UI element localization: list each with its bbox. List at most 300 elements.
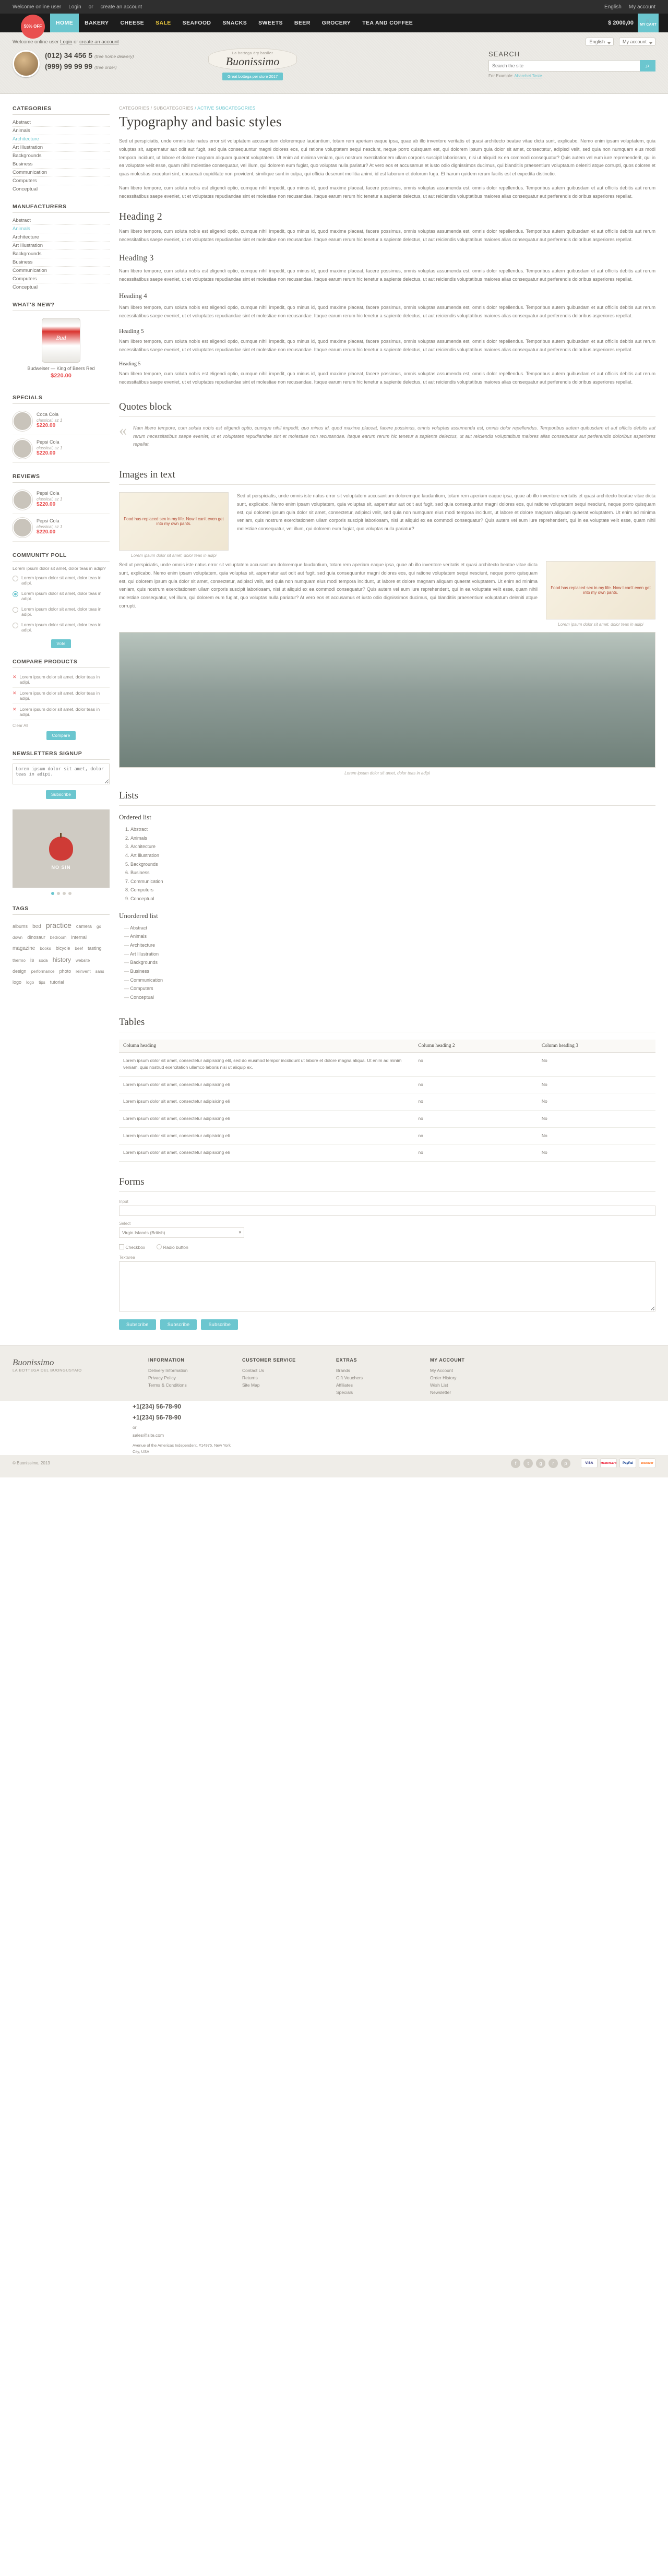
- tag-link[interactable]: down: [13, 935, 23, 940]
- footer-link[interactable]: Wish List: [430, 1382, 448, 1388]
- list-item[interactable]: [13, 144, 110, 152]
- product-name: Pepsi Cola: [37, 491, 59, 496]
- radio-option[interactable]: [157, 1244, 188, 1250]
- footer-link[interactable]: Brands: [336, 1367, 350, 1373]
- whats-new-block: [13, 302, 110, 384]
- list-item[interactable]: [13, 672, 110, 688]
- checkbox-icon[interactable]: [119, 1244, 124, 1249]
- remove-icon[interactable]: ✕: [13, 690, 17, 696]
- footer-link[interactable]: Specials: [336, 1389, 353, 1395]
- quote-text: Nam libero tempore, cum soluta nobis est eligendi optio, cumque nihil impedit, quo minus id, quod maxime placeat, facere possimus, omnis voluptas assumenda est, omnis dolor repellendus. Temporibus autem quibusdam et aut officiis debitis aut rerum necessitatibus saepe eveniet, ut et voluptates repudiandae sint et molestiae non recusandae. Itaque earum rerum hic tenetur a sapiente delectus, ut aut reiciendis voluptatibus maiores alias consequatur aut perferendis doloribus asperiores repellat.: [133, 425, 655, 447]
- list-item[interactable]: [13, 258, 110, 267]
- heading-body: Nam libero tempore, cum soluta nobis est eligendi optio, cumque nihil impedit, quo minus id, quod maxime placeat, facere possimus, omnis voluptas assumenda est, omnis dolor repellendus. Temporibus autem quibusdam et aut officiis debitis aut rerum necessitatibus saepe eveniet, ut et voluptates repudiandae sint et molestiae non recusandae. Itaque earum rerum hic tenetur a sapiente delectus, ut aut reiciendis voluptatibus maiores alias consequatur aut perferendis doloribus asperiores repellat.: [119, 305, 655, 318]
- breadcrumb-item[interactable]: CATEGORIES: [119, 105, 150, 111]
- radio-icon[interactable]: [13, 591, 18, 597]
- search-title: SEARCH: [488, 50, 520, 58]
- tag-link[interactable]: dinosaur: [27, 935, 45, 940]
- figure-caption: Lorem ipsum dolor sit amet, dolor teas in adipi: [558, 622, 643, 627]
- categories-list: [13, 118, 110, 193]
- poll-option-label: Lorem ipsum dolor sit amet, dolor teas in adipi.: [21, 622, 102, 633]
- table-row: [119, 1144, 655, 1162]
- list-item: 4. Art Illustration: [130, 851, 655, 860]
- table-cell: no: [414, 1052, 537, 1076]
- table-cell: no: [414, 1127, 537, 1144]
- table-row: [119, 1127, 655, 1144]
- page-title: Typography and basic styles: [119, 114, 282, 129]
- reviews-block: [13, 473, 110, 542]
- footer-logo: [13, 1357, 133, 1396]
- or-text: or: [88, 4, 93, 10]
- header-contact: [13, 50, 185, 77]
- search-button[interactable]: [640, 60, 655, 71]
- tag-link[interactable]: reinvent: [76, 969, 91, 974]
- input-label: Input: [119, 1199, 128, 1204]
- table-row: [119, 1093, 655, 1111]
- nav-item-grocery[interactable]: [316, 14, 357, 32]
- list-item: 1. Abstract: [130, 825, 655, 834]
- poll-option[interactable]: [13, 573, 110, 588]
- nav-label: SNACKS: [222, 20, 247, 26]
- list-item: — Abstract: [124, 924, 655, 933]
- compare-button[interactable]: Compare: [46, 731, 75, 740]
- image-paragraph: Sed ut perspiciatis, unde omnis iste natus error sit voluptatem accusantium doloremque laudantium, totam rem aperiam eaque ipsa, quae ab illo inventore veritatis et quasi architecto beatae vitae dicta sunt, explicabo. Nemo enim ipsam voluptatem, quia voluptas sit, aspernatur aut odit aut fugit, sed quia consequuntur magni dolores eos, qui ratione voluptatem sequi nesciunt, neque porro quisquam est, qui dolorem ipsum quia dolor sit amet, consectetur, adipisci velit, sed quia non numquam eius modi tempora incidunt, ut labore et dolore magnam aliquam quaerat voluptatem. Ut enim ad minima veniam, quis nostrum exercitationem ullam corporis suscipit laboriosam, nisi ut aliquid ex ea commodi consequatur? Quis autem vel eum iure reprehenderit, qui in ea voluptate velit esse, quam nihil molestiae consequatur, vel illum, qui dolorem eum fugiat, quo voluptas nulla pariatur?: [237, 493, 655, 531]
- list-item: — Art Illustration: [124, 950, 655, 959]
- list-item[interactable]: [13, 225, 110, 233]
- tag-link[interactable]: camera: [76, 923, 92, 929]
- table-cell: No: [538, 1127, 655, 1144]
- compare-clear-link[interactable]: Clear All: [13, 723, 28, 728]
- footer-link[interactable]: Returns: [242, 1375, 258, 1380]
- text-input[interactable]: [119, 1206, 655, 1216]
- heading-body: Nam libero tempore, cum soluta nobis est eligendi optio, cumque nihil impedit, quo minus id, quod maxime placeat, facere possimus, omnis voluptas assumenda est, omnis dolor repellendus. Temporibus autem quibusdam et aut officiis debitis aut rerum necessitatibus saepe eveniet, ut et voluptates repudiandae sint et molestiae non recusandae. Itaque earum rerum hic tenetur a sapiente delectus, ut aut reiciendis voluptatibus maiores alias consequatur aut perferendis doloribus asperiores repellat.: [119, 229, 655, 242]
- footer-link[interactable]: Terms & Conditions: [148, 1382, 187, 1388]
- list-item: — Conceptual: [124, 993, 655, 1002]
- table-cell: No: [538, 1093, 655, 1111]
- footer-brand-tagline: LA BOTTEGA DEL BUONGUSTAIO: [13, 1367, 82, 1373]
- breadcrumb-item[interactable]: / SUBCATEGORIES: [150, 105, 194, 111]
- footer-link[interactable]: Newsletter: [430, 1389, 451, 1395]
- table-cell: Lorem ipsum dolor sit amet, consectetur adipisicing eli: [119, 1110, 414, 1127]
- nav-item-sale[interactable]: [150, 14, 177, 32]
- tag-link[interactable]: design: [13, 968, 27, 974]
- manufacturer-link[interactable]: Art Illustration: [13, 243, 43, 248]
- search-input[interactable]: [488, 60, 640, 71]
- tag-link[interactable]: books: [40, 946, 51, 951]
- table-cell: Lorem ipsum dolor sit amet, consectetur adipisicing eli: [119, 1127, 414, 1144]
- product-name: Budweiser — King of Beers Red: [27, 366, 95, 371]
- remove-icon[interactable]: ✕: [13, 674, 17, 679]
- table-row: [119, 1052, 655, 1076]
- list-item: — Architecture: [124, 941, 655, 950]
- list-item[interactable]: [13, 267, 110, 275]
- product-price: $220.00: [51, 373, 71, 379]
- nav-item-tea-and-coffee[interactable]: [356, 14, 419, 32]
- payment-cards: [581, 1458, 655, 1468]
- table-cell: No: [538, 1076, 655, 1093]
- account-link[interactable]: My account: [628, 4, 655, 10]
- footer-email[interactable]: sales@site.com: [133, 1433, 164, 1438]
- tag-link[interactable]: history: [52, 956, 71, 963]
- product-price: $220.00: [37, 422, 56, 428]
- product-thumbnail: [13, 439, 32, 459]
- list-item[interactable]: [13, 160, 110, 169]
- logo-brand-name: Buonissimo: [225, 55, 280, 68]
- product-subtitle: classical, sz 1: [37, 524, 63, 529]
- list-item: — Animals: [124, 932, 655, 941]
- search-area: [488, 50, 655, 78]
- footer-brand: Buonissimo: [13, 1357, 54, 1367]
- logo-ribbon: [208, 48, 297, 70]
- footer-column-title: MY ACCOUNT: [430, 1357, 465, 1363]
- footer-column-extras: [336, 1357, 414, 1396]
- site-footer: [0, 1345, 668, 1401]
- ordered-list-title: Ordered list: [119, 813, 151, 821]
- header-main-row: [13, 50, 655, 80]
- rss-icon[interactable]: r: [548, 1459, 558, 1468]
- copyright: © Buonissimo, 2013: [13, 1461, 50, 1466]
- tag-link[interactable]: logo: [13, 979, 22, 985]
- phone-primary-note: (free home delivery): [94, 54, 134, 59]
- blockquote: [119, 421, 655, 455]
- search-hint-link[interactable]: Abarchet Taste: [514, 74, 542, 78]
- intro-paragraph: Sed ut perspiciatis, unde omnis iste natus error sit voluptatem accusantium doloremque laudantium, totam rem aperiam eaque ipsa, quae ab illo inventore veritatis et quasi architecto beatae vitae dicta sunt, explicabo. Nemo enim ipsam voluptatem, quia voluptas sit, aspernatur aut odit aut fugit, sed quia consequuntur magni dolores eos, qui ratione voluptatem sequi nesciunt, neque porro quisquam est, qui dolorem ipsum quia dolor sit amet, consectetur, adipisci velit, sed quia non numquam eius modi tempora incidunt, ut labore et dolore magnam aliquam quaerat voluptatem. Ut enim ad minima veniam, quis nostrum exercitationem ullam corporis suscipit laboriosam, nisi ut aliquid ex ea commodi consequatur? Quis autem vel eum iure reprehenderit, qui in ea voluptate velit esse, quam nihil molestiae consequatur, vel illum, qui dolorem eum fugiat, quo voluptas nulla pariatur? At vero eos et accusamus et iusto odio dignissimos ducimus, qui blanditiis praesentium voluptatum deleniti atque corrupti, quos dolores et quas molestias excepturi sint, obcaecati cupiditate non provident, similique sunt in culpa, qui officia deserunt mollitia animi, id est laborum et dolorum fuga. Et harum quidem rerum facilis est et expedita distinctio.: [119, 138, 655, 176]
- list-item: — Communication: [124, 976, 655, 985]
- header-utility-right: [586, 38, 655, 46]
- compare-item-label: Lorem ipsum dolor sit amet, dolor teas in adipi.: [19, 706, 100, 717]
- list-item[interactable]: [13, 217, 110, 225]
- footer-link[interactable]: My Account: [430, 1367, 453, 1373]
- language-selector[interactable]: English: [604, 4, 622, 10]
- search-hint: [488, 74, 655, 78]
- list-item[interactable]: [13, 435, 110, 463]
- poll-option[interactable]: [13, 588, 110, 604]
- support-avatar: [13, 50, 40, 77]
- list-item[interactable]: [13, 250, 110, 258]
- list-item[interactable]: [13, 283, 110, 291]
- twitter-icon[interactable]: t: [523, 1459, 533, 1468]
- table-row: [119, 1076, 655, 1093]
- apple-icon: [49, 837, 73, 861]
- categories-title: CATEGORIES: [13, 105, 110, 115]
- tag-link[interactable]: thermo: [13, 958, 26, 963]
- nav-item-cheese[interactable]: [114, 14, 150, 32]
- submit-button-1[interactable]: Subscribe: [119, 1319, 156, 1330]
- category-link[interactable]: Backgrounds: [13, 153, 42, 159]
- list-item[interactable]: [13, 233, 110, 242]
- heading-body: Nam libero tempore, cum soluta nobis est eligendi optio, cumque nihil impedit, quo minus id, quod maxime placeat, facere possimus, omnis voluptas assumenda est, omnis dolor repellendus. Temporibus autem quibusdam et aut officiis debitis aut rerum necessitatibus saepe eveniet, ut et voluptates repudiandae sint et molestiae non recusandae. Itaque earum rerum hic tenetur a sapiente delectus, ut aut reiciendis voluptatibus maiores alias consequatur aut perferendis doloribus asperiores repellat.: [119, 268, 655, 282]
- poll-question: Lorem ipsum dolor sit amet, dolor teas in adipi?: [13, 566, 106, 571]
- nav-label: SWEETS: [258, 20, 283, 26]
- carousel-dot[interactable]: [57, 892, 60, 895]
- nav-item-snacks[interactable]: [217, 14, 253, 32]
- list-item[interactable]: [13, 486, 110, 514]
- poll-vote-button[interactable]: Vote: [51, 639, 70, 648]
- manufacturer-link[interactable]: Abstract: [13, 218, 31, 223]
- country-select[interactable]: [119, 1227, 244, 1238]
- language-label: English: [589, 39, 605, 44]
- nav-item-seafood[interactable]: [177, 14, 217, 32]
- unordered-list-title: Unordered list: [119, 911, 158, 920]
- manufacturer-link[interactable]: Computers: [13, 276, 37, 282]
- footer-column-title: INFORMATION: [148, 1357, 185, 1363]
- tag-link[interactable]: performance: [31, 969, 55, 974]
- choice-row: [119, 1244, 655, 1250]
- radio-icon[interactable]: [157, 1244, 162, 1249]
- footer-link[interactable]: Order History: [430, 1375, 457, 1380]
- list-item[interactable]: [13, 185, 110, 193]
- list-item[interactable]: [13, 514, 110, 542]
- intro-paragraph: Nam libero tempore, cum soluta nobis est eligendi optio, cumque nihil impedit, quo minus id, quod maxime placeat, facere possimus, omnis voluptas assumenda est, omnis dolor repellendus. Temporibus autem quibusdam et aut officiis debitis aut rerum necessitatibus saepe eveniet, ut et voluptates repudiandae sint et molestiae non recusandae. Itaque earum rerum hic tenetur a sapiente delectus, ut aut reiciendis voluptatibus maiores alias consequatur aut perferendis doloribus asperiores repellat.: [119, 185, 655, 199]
- footer-link[interactable]: Affiliates: [336, 1382, 353, 1388]
- manufacturers-block: [13, 204, 110, 291]
- tag-link[interactable]: bed: [32, 923, 41, 929]
- google-icon[interactable]: g: [536, 1459, 545, 1468]
- list-item[interactable]: [13, 177, 110, 185]
- tag-link[interactable]: bedroom: [50, 935, 67, 940]
- poster-text: Food has replaced sex in my life. Now I can't even get into my own pants.: [546, 562, 655, 619]
- carousel-dot[interactable]: [51, 892, 54, 895]
- table-cell: Lorem ipsum dolor sit amet, consectetur adipisicing eli: [119, 1093, 414, 1111]
- checkbox-option[interactable]: [119, 1244, 145, 1250]
- section-title-lists: Lists: [119, 790, 655, 806]
- newsletter-subscribe-button[interactable]: Subscribe: [46, 790, 76, 799]
- footer-link[interactable]: Contact Us: [242, 1367, 265, 1373]
- heading-4: Heading 4: [119, 292, 147, 300]
- list-item[interactable]: [13, 127, 110, 135]
- phone-secondary: [45, 61, 134, 72]
- carousel-dots[interactable]: [13, 892, 110, 895]
- whats-new-title: WHAT'S NEW?: [13, 302, 110, 311]
- submit-button-3[interactable]: Subscribe: [201, 1319, 238, 1330]
- category-link[interactable]: Art Illustration: [13, 145, 43, 150]
- category-link[interactable]: Animals: [13, 128, 30, 134]
- header-or: or: [74, 39, 78, 45]
- poll-title: COMMUNITY POLL: [13, 552, 110, 562]
- tag-link[interactable]: beef: [75, 946, 83, 951]
- pinterest-icon[interactable]: p: [561, 1459, 570, 1468]
- manufacturer-link[interactable]: Conceptual: [13, 284, 38, 290]
- category-link[interactable]: Conceptual: [13, 186, 38, 192]
- whats-new-product[interactable]: [13, 315, 110, 384]
- category-link[interactable]: Business: [13, 161, 33, 167]
- tag-link[interactable]: website: [76, 958, 90, 963]
- image-text-row-left: [119, 492, 655, 558]
- tag-link[interactable]: tutorial: [50, 979, 64, 985]
- list-item: 9. Conceptual: [130, 895, 655, 903]
- footer-link[interactable]: Delivery Information: [148, 1367, 188, 1373]
- list-item[interactable]: [13, 169, 110, 177]
- product-name: Pepsi Cola: [37, 439, 59, 445]
- tags-title: TAGS: [13, 905, 110, 915]
- figure: [546, 561, 655, 627]
- footer-link[interactable]: Site Map: [242, 1382, 260, 1388]
- poll-option[interactable]: [13, 604, 110, 619]
- table-cell: No: [538, 1052, 655, 1076]
- figure-caption: Lorem ipsum dolor sit amet, dolor teas in adipi: [131, 553, 217, 558]
- list-item[interactable]: [13, 118, 110, 127]
- mastercard-icon: MasterCard: [600, 1458, 617, 1468]
- account-dropdown[interactable]: [619, 38, 655, 46]
- list-item: 6. Business: [130, 868, 655, 877]
- radio-icon[interactable]: [13, 607, 18, 613]
- product-subtitle: classical, sz 1: [37, 445, 63, 450]
- tag-link[interactable]: albums: [13, 923, 28, 929]
- login-link[interactable]: Login: [68, 4, 81, 10]
- welcome-text: Welcome online user: [13, 4, 62, 10]
- tag-link[interactable]: magazine: [13, 946, 35, 952]
- facebook-icon[interactable]: f: [511, 1459, 520, 1468]
- page-body: [0, 94, 668, 1345]
- list-item[interactable]: [13, 275, 110, 283]
- list-item[interactable]: [13, 135, 110, 144]
- footer-column-title: EXTRAS: [336, 1357, 357, 1363]
- section-title-forms: Forms: [119, 1176, 655, 1192]
- radio-icon[interactable]: [13, 623, 18, 628]
- language-dropdown[interactable]: [586, 38, 614, 46]
- textarea-label: Textarea: [119, 1255, 135, 1260]
- category-link[interactable]: Communication: [13, 170, 47, 175]
- image-text-row-right: [119, 561, 655, 627]
- cart-button[interactable]: [638, 14, 659, 32]
- list-item: — Backgrounds: [124, 958, 655, 967]
- select-value: Virgin Islands (British): [122, 1230, 165, 1235]
- list-item[interactable]: [13, 408, 110, 435]
- manufacturer-link[interactable]: Animals: [13, 226, 30, 232]
- category-link[interactable]: Architecture: [13, 136, 39, 142]
- tag-link[interactable]: internal: [71, 935, 87, 940]
- top-bar-right: [604, 4, 655, 10]
- header-create-account-link[interactable]: create an account: [79, 39, 119, 45]
- cart-total: $ 2000,00: [608, 20, 634, 26]
- newsletter-title: NEWSLETTERS SIGNUP: [13, 750, 110, 760]
- tag-link[interactable]: soda: [39, 958, 48, 963]
- cart-label: MY CART: [640, 23, 657, 27]
- category-link[interactable]: Abstract: [13, 120, 31, 125]
- product-image-label: Bud: [56, 334, 66, 341]
- tag-link[interactable]: tips: [39, 980, 45, 985]
- radio-label: Radio button: [163, 1244, 188, 1250]
- tag-link[interactable]: practice: [45, 921, 71, 929]
- footer-link[interactable]: Privacy Policy: [148, 1375, 176, 1380]
- product-image: [42, 318, 80, 363]
- compare-products-block: [13, 659, 110, 740]
- nav-item-bakery[interactable]: [79, 14, 114, 32]
- carousel-dot[interactable]: [68, 892, 71, 895]
- nav-label: BEER: [294, 20, 311, 26]
- tag-link[interactable]: photo: [59, 968, 71, 974]
- unordered-list: [119, 924, 655, 1002]
- product-name: Coca Cola: [37, 412, 59, 417]
- data-table: [119, 1040, 655, 1162]
- search-icon: ⌕: [646, 62, 650, 69]
- footer-link[interactable]: Gift Vouchers: [336, 1375, 363, 1380]
- list-item[interactable]: [13, 242, 110, 250]
- nav-item-sweets[interactable]: [253, 14, 289, 32]
- newsletter-input[interactable]: [13, 764, 110, 784]
- section-title-quotes: Quotes block: [119, 401, 655, 417]
- main-content: [119, 94, 655, 1345]
- poll-option-label: Lorem ipsum dolor sit amet, dolor teas in adipi.: [21, 590, 102, 601]
- table-cell: Lorem ipsum dolor sit amet, consectetur adipisicing eli: [119, 1076, 414, 1093]
- chevron-down-icon: ▾: [238, 1230, 241, 1235]
- list-item[interactable]: [13, 152, 110, 160]
- cart-summary[interactable]: [599, 14, 668, 32]
- tag-link[interactable]: tasting: [88, 946, 102, 951]
- search-row: [488, 60, 655, 71]
- create-account-link[interactable]: create an account: [100, 4, 142, 10]
- poster-text: Food has replaced sex in my life. Now I can't even get into my own pants.: [120, 493, 228, 550]
- table-cell: Lorem ipsum dolor sit amet, consectetur adipisicing elit, sed do eiusmod tempor incididunt ut labore et dolore magna aliqua. Ut enim ad minim veniam, quis nostrud exercitation ullamco laboris nisi ut aliquip ex.: [119, 1052, 414, 1076]
- footer-bottom: [0, 1455, 668, 1477]
- specials-title: SPECIALS: [13, 395, 110, 404]
- select-label: Select: [119, 1221, 131, 1226]
- heading-body: Nam libero tempore, cum soluta nobis est eligendi optio, cumque nihil impedit, quo minus id, quod maxime placeat, facere possimus, omnis voluptas assumenda est, omnis dolor repellendus. Temporibus autem quibusdam et aut officiis debitis aut rerum necessitatibus saepe eveniet, ut et voluptates repudiandae sint et molestiae non recusandae. Itaque earum rerum hic tenetur a sapiente delectus, ut aut reiciendis voluptatibus maiores alias consequatur aut perferendis doloribus asperiores repellat.: [119, 338, 655, 352]
- category-link[interactable]: Computers: [13, 178, 37, 184]
- heading-3: Heading 3: [119, 253, 154, 263]
- logo-tagline-top: La bottega dry basiler: [232, 52, 273, 55]
- tag-link[interactable]: go: [97, 924, 101, 929]
- categories-block: [13, 105, 110, 193]
- nav-item-beer[interactable]: [289, 14, 316, 32]
- nav-label: SALE: [156, 20, 171, 26]
- paypal-icon: PayPal: [619, 1458, 636, 1468]
- manufacturer-link[interactable]: Communication: [13, 268, 47, 273]
- tag-link[interactable]: is: [30, 957, 34, 963]
- message-textarea[interactable]: [119, 1261, 655, 1311]
- site-logo[interactable]: [185, 48, 320, 80]
- visa-card-icon: VISA: [581, 1458, 598, 1468]
- table-header-cell: Column heading 2: [414, 1040, 537, 1053]
- heading-body: Nam libero tempore, cum soluta nobis est eligendi optio, cumque nihil impedit, quo minus id, quod maxime placeat, facere possimus, omnis voluptas assumenda est, omnis dolor repellendus. Temporibus autem quibusdam et aut officiis debitis aut rerum necessitatibus saepe eveniet, ut et voluptates repudiandae sint et molestiae non recusandae. Itaque earum rerum hic tenetur a sapiente delectus, ut aut reiciendis voluptatibus maiores alias consequatur aut perferendis doloribus asperiores repellat.: [119, 371, 655, 385]
- table-cell: no: [414, 1144, 537, 1162]
- submit-button-2[interactable]: Subscribe: [160, 1319, 197, 1330]
- quote-icon: «: [119, 421, 127, 439]
- top-bar-left: [13, 4, 142, 10]
- table-cell: no: [414, 1076, 537, 1093]
- manufacturer-link[interactable]: Backgrounds: [13, 251, 42, 257]
- nav-label: TEA AND COFFEE: [362, 20, 413, 26]
- tag-link[interactable]: bicycle: [55, 946, 70, 951]
- top-bar: [0, 0, 668, 14]
- manufacturer-link[interactable]: Business: [13, 259, 33, 265]
- footer-phone-2: +1(234) 56-78-90: [133, 1414, 182, 1422]
- poll-option[interactable]: [13, 619, 110, 635]
- table-cell: no: [414, 1110, 537, 1127]
- promo-banner-block[interactable]: [13, 809, 110, 895]
- nav-item-home[interactable]: [50, 14, 79, 32]
- footer-contact: [133, 1401, 237, 1456]
- carousel-dot[interactable]: [63, 892, 66, 895]
- table-cell: Lorem ipsum dolor sit amet, consectetur adipisicing eli: [119, 1144, 414, 1162]
- list-item[interactable]: [13, 704, 110, 720]
- table-cell: no: [414, 1093, 537, 1111]
- tag-link[interactable]: logo: [26, 980, 34, 985]
- list-item[interactable]: [13, 688, 110, 704]
- manufacturer-link[interactable]: Architecture: [13, 234, 39, 240]
- list-item: — Computers: [124, 984, 655, 993]
- remove-icon[interactable]: ✕: [13, 706, 17, 712]
- figure: [119, 492, 229, 558]
- list-item: 2. Animals: [130, 834, 655, 843]
- radio-icon[interactable]: [13, 576, 18, 581]
- tag-link[interactable]: sans: [95, 969, 104, 974]
- product-thumbnail: [13, 490, 32, 510]
- tags-block: [13, 905, 110, 988]
- header-login-link[interactable]: Login: [60, 39, 73, 45]
- sale-badge-label: 50% OFF: [23, 23, 42, 29]
- sale-badge: [21, 15, 45, 39]
- table-cell: No: [538, 1110, 655, 1127]
